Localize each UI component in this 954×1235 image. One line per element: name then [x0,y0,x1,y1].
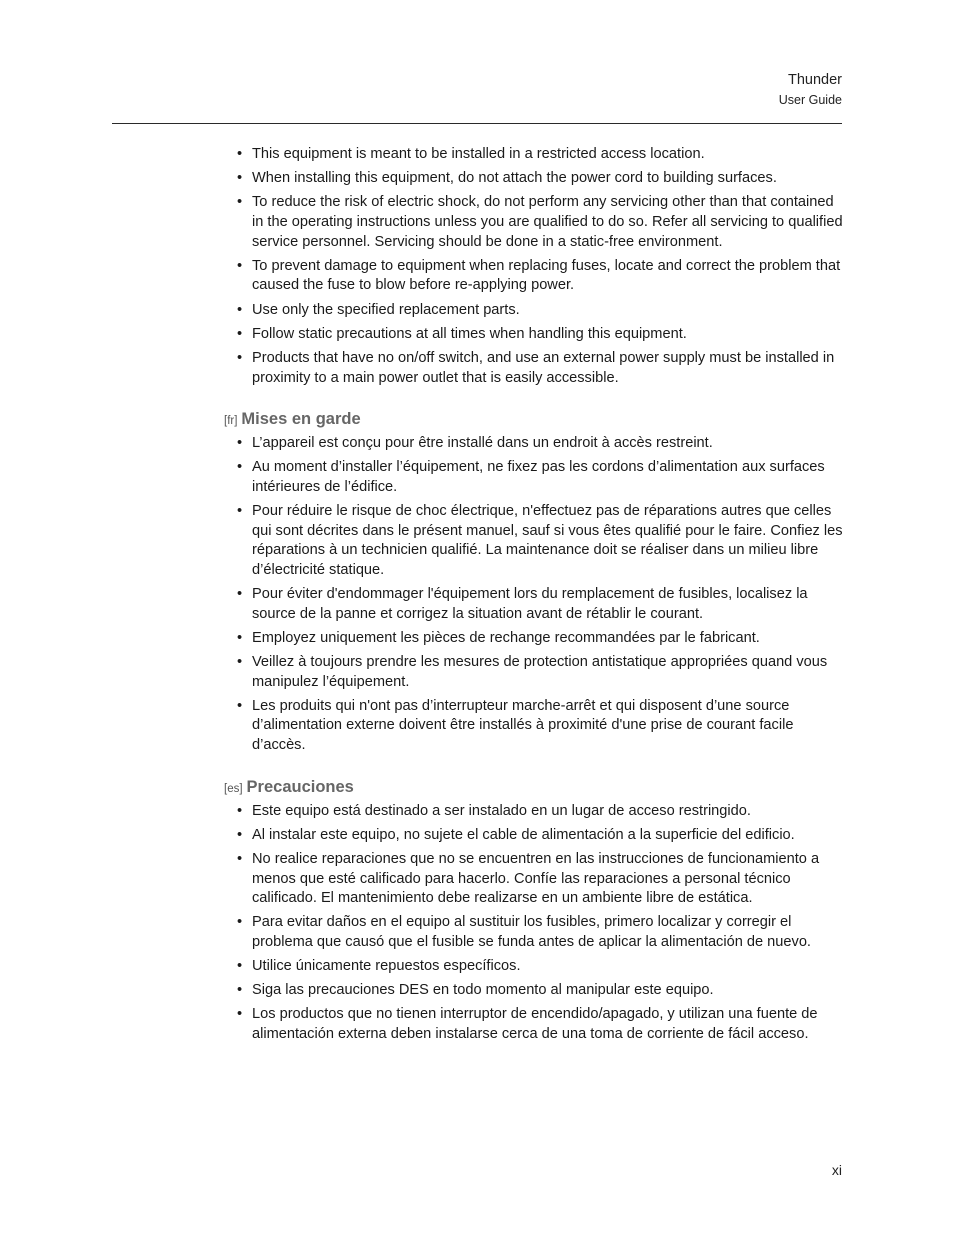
list-item-text: To prevent damage to equipment when replacing fuses, locate and correct the problem that caused the fuse to blow before re-applying power. [252,257,841,294]
bullet-icon: • [237,257,243,274]
bullet-icon: • [237,503,243,520]
list-item [224,957,844,977]
list-item [224,697,844,756]
french-section-title [224,410,844,429]
list-item-text: L’appareil est conçu pour être installé dans un endroit à accès restreint. [252,435,713,452]
list-item [224,325,844,345]
bullet-icon: • [237,958,243,975]
page-number: xi [831,1162,842,1178]
bullet-icon: • [237,146,243,162]
list-item [224,349,844,388]
list-item-text: Los productos que no tienen interruptor de encendido/apagado, y utilizan una fuente de alimentación externa deben instalarse cerca de una toma de corriente de fácil acceso. [252,1006,818,1043]
list-item [224,981,844,1001]
header-divider [112,123,842,124]
list-item [224,502,844,580]
list-item [224,145,844,165]
language-tag: [es] [224,782,243,795]
section-heading: Mises en garde [241,410,361,429]
bullet-icon: • [237,459,243,476]
list-item-text: Siga las precauciones DES en todo momento al manipular este equipo. [252,982,714,999]
list-item-text: Products that have no on/off switch, and use an external power supply must be installed in proximity to a main power outlet that is easily accessible. [252,349,835,386]
list-item [224,169,844,189]
list-item [224,913,844,952]
bullet-icon: • [237,850,243,867]
list-item-text: Pour réduire le risque de choc électrique, n'effectuez pas de réparations autres que celles qui sont décrites dans le présent manuel, sauf si vous êtes qualifié pour le faire. Confiez les réparations à un technicien qualifié. La maintenance doit se réaliser dans un milieu libre d’électricité statique. [252,503,843,578]
list-item-text: Employez uniquement les pièces de rechange recommandées par le fabricant. [252,629,760,646]
bullet-icon: • [237,349,243,366]
bullet-icon: • [237,435,243,452]
document-subtitle: User Guide [778,93,842,107]
bullet-icon: • [237,1006,243,1023]
bullet-icon: • [237,982,243,999]
bullet-icon: • [237,697,243,714]
bullet-icon: • [237,802,243,819]
list-item-text: Pour éviter d'endommager l'équipement lors du remplacement de fusibles, localisez la source de la panne et corrigez la situation avant de rétablir le courant. [252,586,808,622]
french-precautions-list [224,434,844,755]
list-item [224,458,844,497]
list-item-text: Para evitar daños en el equipo al sustituir los fusibles, primero localizar y corregir el problema que causó que el fusible se funda antes de aplicar la alimentación de nuevo. [252,914,811,950]
list-item-text: Utilice únicamente repuestos específicos. [252,958,521,975]
bullet-icon: • [237,194,243,211]
list-item [224,850,844,909]
bullet-icon: • [237,325,243,342]
list-item [224,193,844,252]
bullet-icon: • [237,826,243,843]
list-item-text: No realice reparaciones que no se encuentren en las instrucciones de funcionamiento a menos que esté calificado para hacerlo. Confíe las reparaciones a personal técnico calificado. El mantenimiento debe realizarse en un ambiente libre de estática. [252,850,820,907]
language-tag: [fr] [224,415,238,428]
list-item [224,301,844,321]
page-content [224,145,844,1049]
list-item-text: Les produits qui n'ont pas d’interrupteur marche-arrêt et qui disposent d’une source d’alimentation externe doivent être installés à proximité d'une prise de courant facile d’accès. [252,697,794,753]
list-item-text: Au moment d’installer l’équipement, ne fixez pas les cordons d’alimentation aux surfaces intérieures de l’édifice. [252,459,825,495]
list-item [224,434,844,454]
bullet-icon: • [237,654,243,670]
list-item-text: This equipment is meant to be installed in a restricted access location. [252,146,705,162]
list-item-text: Al instalar este equipo, no sujete el cable de alimentación a la superficie del edificio. [252,826,795,843]
list-item [224,802,844,822]
list-item [224,629,844,649]
spanish-section-title [224,778,844,797]
english-precautions-list [224,145,844,388]
list-item-text: To reduce the risk of electric shock, do not perform any servicing other than that contained in the operating instructions unless you are qualified to do so. Refer all servicing to qualified service personnel. Servicing should be done in a static-free environment. [252,194,843,250]
list-item-text: Follow static precautions at all times when handling this equipment. [252,325,687,342]
document-title: Thunder [787,72,842,88]
list-item [224,826,844,846]
list-item-text: Este equipo está destinado a ser instalado en un lugar de acceso restringido. [252,802,751,819]
spanish-precautions-list [224,802,844,1045]
french-section [224,410,844,755]
section-heading: Precauciones [246,777,354,796]
bullet-icon: • [237,301,243,318]
list-item [224,653,844,692]
running-header [779,70,842,109]
bullet-icon: • [237,629,243,646]
list-item-text: Use only the specified replacement parts. [252,301,520,318]
bullet-icon: • [237,914,243,931]
list-item-text: Veillez à toujours prendre les mesures de protection antistatique appropriées quand vous manipulez l’équipement. [252,654,828,690]
list-item-text: When installing this equipment, do not attach the power cord to building surfaces. [252,170,777,187]
bullet-icon: • [237,170,243,187]
spanish-section [224,778,844,1045]
list-item [224,585,844,624]
list-item [224,257,844,296]
bullet-icon: • [237,586,243,603]
list-item [224,1005,844,1044]
